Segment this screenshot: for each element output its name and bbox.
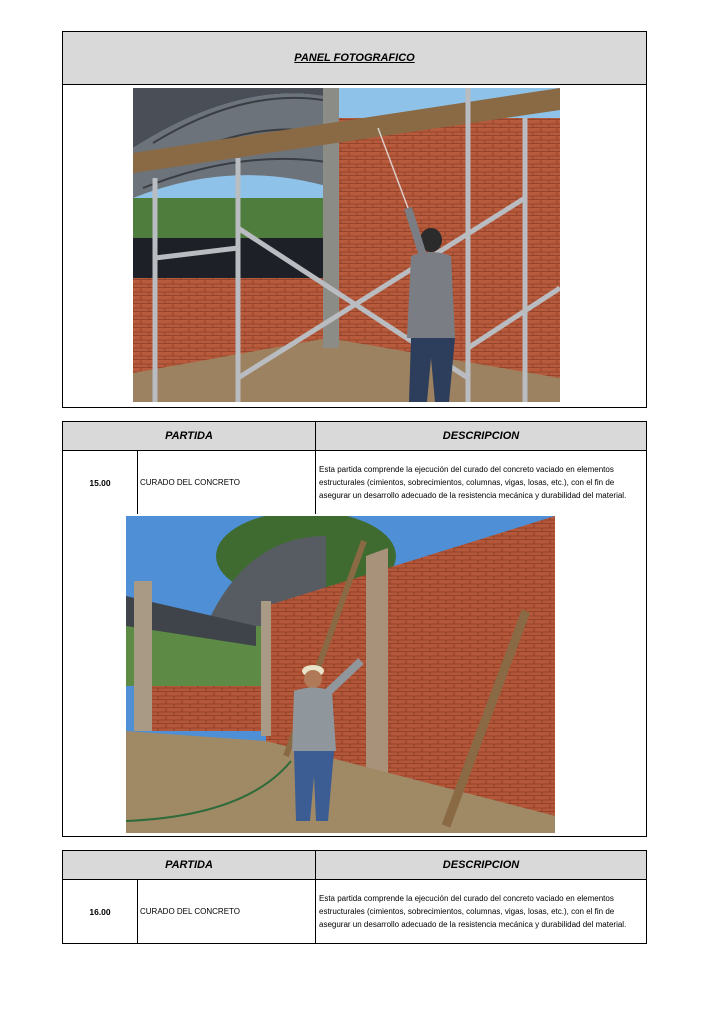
partida-header-label: PARTIDA (165, 859, 213, 871)
descripcion-header-2 (315, 850, 647, 880)
photo-frame-1 (62, 85, 647, 408)
partida-number-1 (62, 450, 138, 515)
descripcion-header-label: DESCRIPCION (442, 859, 520, 871)
descripcion-header-1 (315, 421, 647, 451)
partida-number-2 (62, 879, 138, 944)
descripcion-header-label: DESCRIPCION (442, 430, 520, 442)
construction-photo-1 (133, 88, 560, 402)
panel-title: PANEL FOTOGRAFICO (294, 52, 415, 64)
partida-description: Esta partida comprende la ejecución del curado del concreto vaciado en elementos estructurales (cimientos, sobrecimientos, columnas, vigas, losas, etc.), con el fin de asegurar un desarrollo adecuado de la resistencia mecánica y durabilidad del material. (319, 894, 627, 929)
partida-name: CURADO DEL CONCRETO (140, 478, 241, 487)
partida-number: 15.00 (89, 477, 111, 488)
partida-number: 16.00 (89, 906, 111, 917)
partida-description-1 (315, 450, 647, 515)
partida-header-label: PARTIDA (165, 430, 213, 442)
partida-name-2 (137, 879, 316, 944)
partida-description-2 (315, 879, 647, 944)
partida-name: CURADO DEL CONCRETO (140, 907, 241, 916)
photo-frame-2 (62, 514, 647, 837)
partida-name-1 (137, 450, 316, 515)
construction-photo-2 (126, 516, 555, 833)
partida-description: Esta partida comprende la ejecución del curado del concreto vaciado en elementos estructurales (cimientos, sobrecimientos, columnas, vigas, losas, etc.), con el fin de asegurar un desarrollo adecuado de la resistencia mecánica y durabilidad del material. (319, 465, 627, 500)
panel-title-box (62, 31, 647, 85)
partida-header-1 (62, 421, 316, 451)
partida-header-2 (62, 850, 316, 880)
